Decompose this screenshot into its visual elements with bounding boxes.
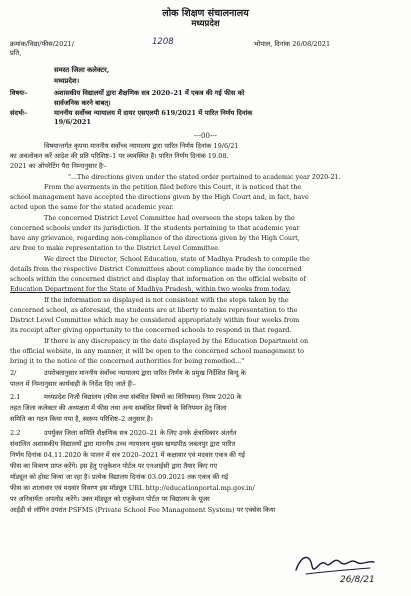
quote-line: school management have accepted the directions given by the High Court and, in fact, have: [10, 193, 309, 201]
para-2-line: उपरोक्तानुसार माननीय सर्वोच्च न्यायालय द्वारा पारित निर्णय के प्रमुख निर्देशित बिन्दु के: [44, 369, 246, 377]
quote-line: If there is any discrepancy in the date displayed by the Education Department on: [44, 337, 309, 345]
prati-label: प्रति,: [10, 49, 22, 57]
para-2-1-number: 2.1: [10, 393, 21, 401]
para-2-2-number: 2.2: [10, 429, 21, 437]
quote-line: the official website, in any manner, it will be open to the concerned school management to: [10, 347, 304, 355]
quote-line: Education Department for the State of Madhya Pradesh, within two weeks from today.: [10, 285, 291, 293]
quote-line: "...The directions given under the stated order pertained to academic year 2020-21.: [68, 173, 341, 181]
para-2-2-line: संचालित अशासकीय विद्यालयों द्वारा माननीय उच्च न्यायालय मुख्य खण्डपीठ जबलपुर द्वारा पारित: [10, 440, 236, 448]
quote-line: details from the respective District Committees about compliance made by the concerned: [10, 265, 302, 273]
subject-line-2: सार्वजनिक करने बाबत्।: [54, 99, 111, 107]
subject-label: विषयः–: [10, 89, 28, 97]
reference-line-2: 19/6/2021: [54, 118, 91, 126]
separator: ---00---: [193, 132, 218, 140]
para-2-2-line: आईडी से लॉगिन उपरांत PSFMS (Private School Fee Management System) पर एक्सेस किया: [10, 506, 276, 514]
para-2-2-line: फीस का शालावार एवं मदवार विवरण इस मॉड्यूल URL http://educationportal.mp.gov.in/: [10, 484, 255, 492]
quote-line: are free to make representation to the District Level Committee.: [10, 244, 220, 252]
para-2-1-line: समिति का गठन किया गया है, स्वरूप परिशिष्ट–2 अनुसार है।: [10, 415, 153, 423]
para-2-2-line: निर्णय दिनांक 04.11.2020 के पालन में सत्र 2020–2021 में कक्षावार एवं मदवार एकत्र की गई: [10, 451, 245, 459]
intro-line-2: का अवलोकन करें आदेश की प्रति परिशिष्ट–1 पर व्यवस्थित है। पारित निर्णय दिनांक 19.08.: [10, 152, 229, 160]
quote-line: its receipt after giving opportunity to the concerned schools to respond in that regard.: [10, 326, 292, 334]
addressee-line-1: समस्त जिला कलेक्टर,: [54, 66, 110, 74]
quote-line: acted upon the same for the stated academic year.: [10, 203, 174, 211]
quote-line: From the averments in the petition filed before this Court, it is noticed that the: [44, 183, 302, 191]
para-2-2-line: उपर्युक्त जिला समिति शैक्षणिक सत्र 2020–21 के लिए उनके क्षेत्राधिकार अंतर्गत: [44, 429, 237, 437]
quote-line: concerned schools under its jurisdiction. If the students pertaining to that academic year: [10, 224, 300, 232]
state-name: मध्यप्रदेश: [191, 19, 220, 29]
reference-line-1: माननीय सर्वोच्च न्यायालय में दायर एसएलपी 619/2021 में पारित निर्णय दिनांक: [54, 109, 253, 117]
quote-line: schools within the concerned district and display that information on the official website of: [10, 275, 306, 283]
para-2-2-line: फीस का विवरण प्राप्त करेंगे। इस हेतु एजुकेशन पोर्टल पर एनआईसी द्वारा तैयार किए गए: [10, 462, 218, 470]
order-number: क्रमांक/विद्या/फीस/2021/: [10, 40, 74, 48]
quote-line: The concerned District Level Committee had overseen the steps taken by the: [44, 214, 295, 222]
reference-label: संदर्भः–: [10, 109, 28, 117]
department-name: लोक शिक्षण संचालनालय: [162, 8, 249, 19]
quote-line: have any grievance, regarding non-compliance of the directions given by the High Court,: [10, 234, 300, 242]
signature-date: 26/8/21: [340, 575, 375, 585]
handwritten-number: 1208: [152, 37, 174, 47]
para-2-number: 2/: [10, 369, 17, 377]
para-2-1-line: मध्यप्रदेश निजी विद्यालय (फीस तथा संबंधित विषयों का विनियमन) नियम 2020 के: [44, 393, 242, 401]
subject-line-1: अशासकीय विद्यालयों द्वारा शैक्षणिक सत्र 2020–21 में एकत्र की गई फीस को: [54, 89, 245, 97]
intro-line-3: 2021 का ऑपरेटिंग पैरा निम्नानुसार हैः–: [10, 162, 108, 170]
quote-line: bring it to the notice of the concerned authorities for being remedied...": [10, 357, 245, 365]
place-date: भोपाल, दिनांक 26/08/2021: [254, 40, 331, 48]
para-2-line: पालन में निम्नानुसार कार्यवाही के निर्देश दिए जाते हैंः–: [10, 380, 136, 388]
quote-line: District Level Committee which may be considered appropriately within four weeks from: [10, 316, 300, 324]
para-2-2-line: पर अनिवार्यतः अपलोड करेंगे। उक्त मॉड्यूल को एजुकेशन पोर्टल पर विद्यालय के यूजर: [10, 495, 210, 503]
quote-line: We direct the Director, School Education, state of Madhya Pradesh to compile the: [44, 255, 310, 263]
intro-line-1: विषयान्तर्गत कृपया माननीय सर्वोच्च न्यायालय द्वारा पारित निर्णय दिनांक 19/6/21: [44, 142, 239, 150]
para-2-1-line: तहत जिला कलेक्टर की अध्यक्षता में फीस तथा अन्य सम्बंधित विषयों के विनियमन हेतु जिला: [10, 404, 227, 412]
para-2-2-line: मॉड्यूल को होस्ट किया जा रहा है। प्रत्येक विद्यालय दिनांक 03.09.2021 तक एकत्र की गई: [10, 473, 229, 481]
quote-line: If the information so displayed is not consistent with the steps taken by the: [44, 296, 289, 304]
quote-line: concerned school, as aforesaid, the students are at liberty to make representation to the: [10, 306, 298, 314]
addressee-line-2: मध्यप्रदेश।: [54, 77, 80, 85]
